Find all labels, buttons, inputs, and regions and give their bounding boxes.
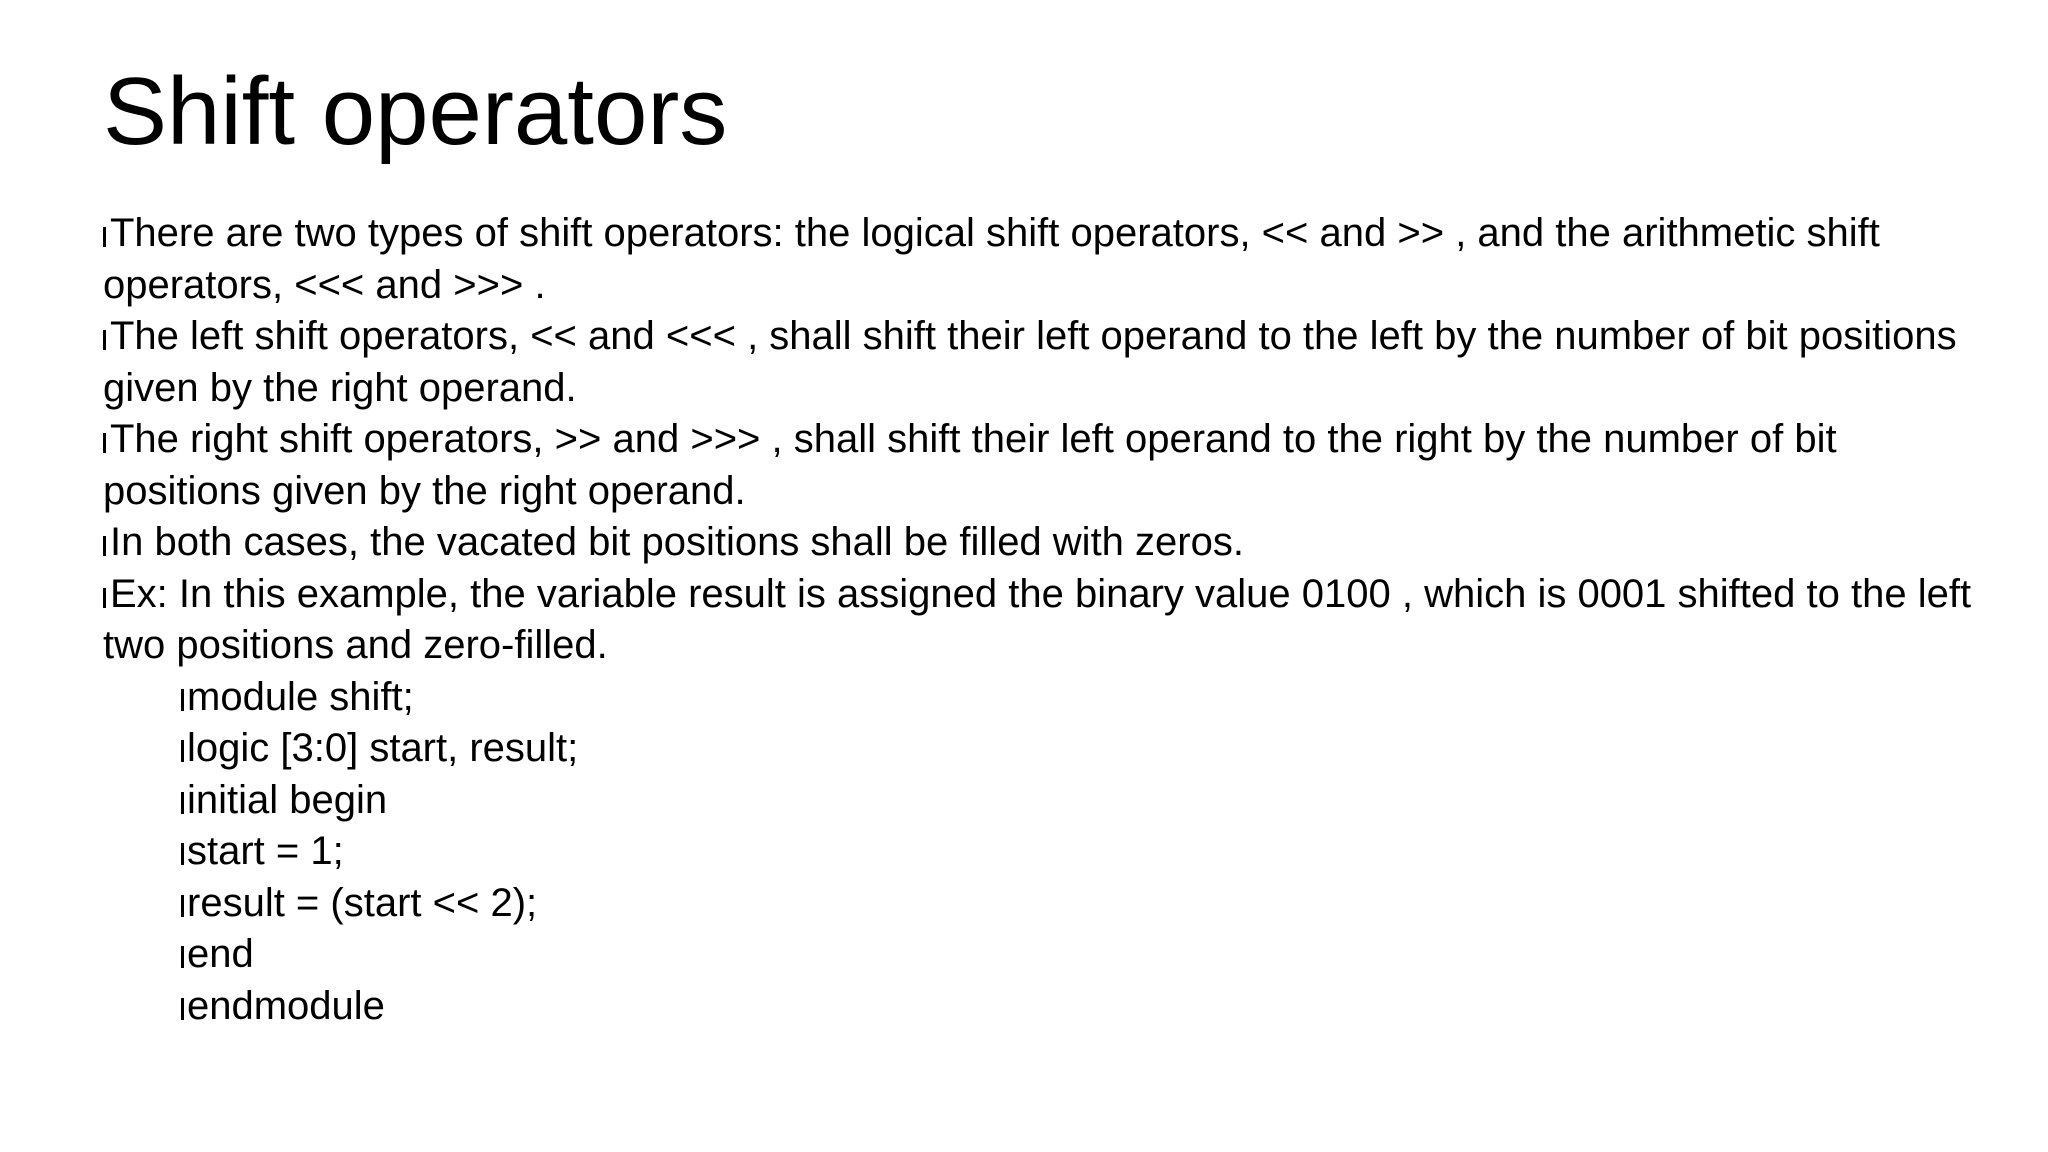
code-line [181, 929, 1983, 981]
bullet-paragraph [103, 311, 1983, 414]
bullet-marker-icon [103, 433, 106, 453]
bullet-paragraph [103, 208, 1983, 311]
code-text: end [187, 932, 254, 976]
bullet-marker-icon [103, 330, 106, 350]
code-text: initial begin [187, 777, 388, 822]
bullet-marker-icon [103, 536, 106, 556]
bullet-marker-icon [181, 895, 184, 917]
bullet-marker-icon [103, 588, 106, 608]
bullet-marker-icon [181, 843, 184, 865]
code-text: result = (start << 2); [187, 880, 538, 925]
code-text: start = 1; [187, 829, 344, 873]
paragraph-text: The right shift operators, >> and >>> , shall shift their left operand to the right by the number of bit positions given by the right operand. [103, 417, 1837, 513]
bullet-paragraph [103, 569, 1983, 672]
code-line [181, 672, 1983, 724]
bullet-paragraph [103, 517, 1983, 569]
slide-body [103, 208, 1983, 1032]
bullet-marker-icon [103, 227, 106, 247]
bullet-paragraph [103, 414, 1983, 517]
bullet-marker-icon [181, 998, 184, 1020]
paragraph-text: Ex: In this example, the variable result is assigned the binary value 0100 , which is 0001 shifted to the left two positions and zero-filled. [103, 571, 1972, 667]
bullet-marker-icon [181, 740, 184, 762]
code-line [181, 878, 1983, 930]
code-line [181, 775, 1983, 827]
bullet-marker-icon [181, 946, 184, 968]
code-example [103, 672, 1983, 1033]
paragraph-text: There are two types of shift operators: the logical shift operators, << and >> , and the arithmetic shift operators, <<< and >>> . [103, 211, 1880, 307]
code-text: endmodule [187, 983, 385, 1028]
code-line [181, 826, 1983, 878]
code-text: logic [3:0] start, result; [187, 726, 579, 770]
bullet-marker-icon [181, 792, 184, 814]
code-line [181, 981, 1983, 1033]
paragraph-text: In both cases, the vacated bit positions shall be filled with zeros. [110, 520, 1244, 564]
code-line [181, 723, 1983, 775]
slide-title: Shift operators [103, 58, 728, 165]
code-text: module shift; [187, 674, 414, 719]
bullet-marker-icon [181, 689, 184, 711]
paragraph-text: The left shift operators, << and <<< , shall shift their left operand to the left by the number of bit positions given by the right operand. [103, 314, 1957, 410]
